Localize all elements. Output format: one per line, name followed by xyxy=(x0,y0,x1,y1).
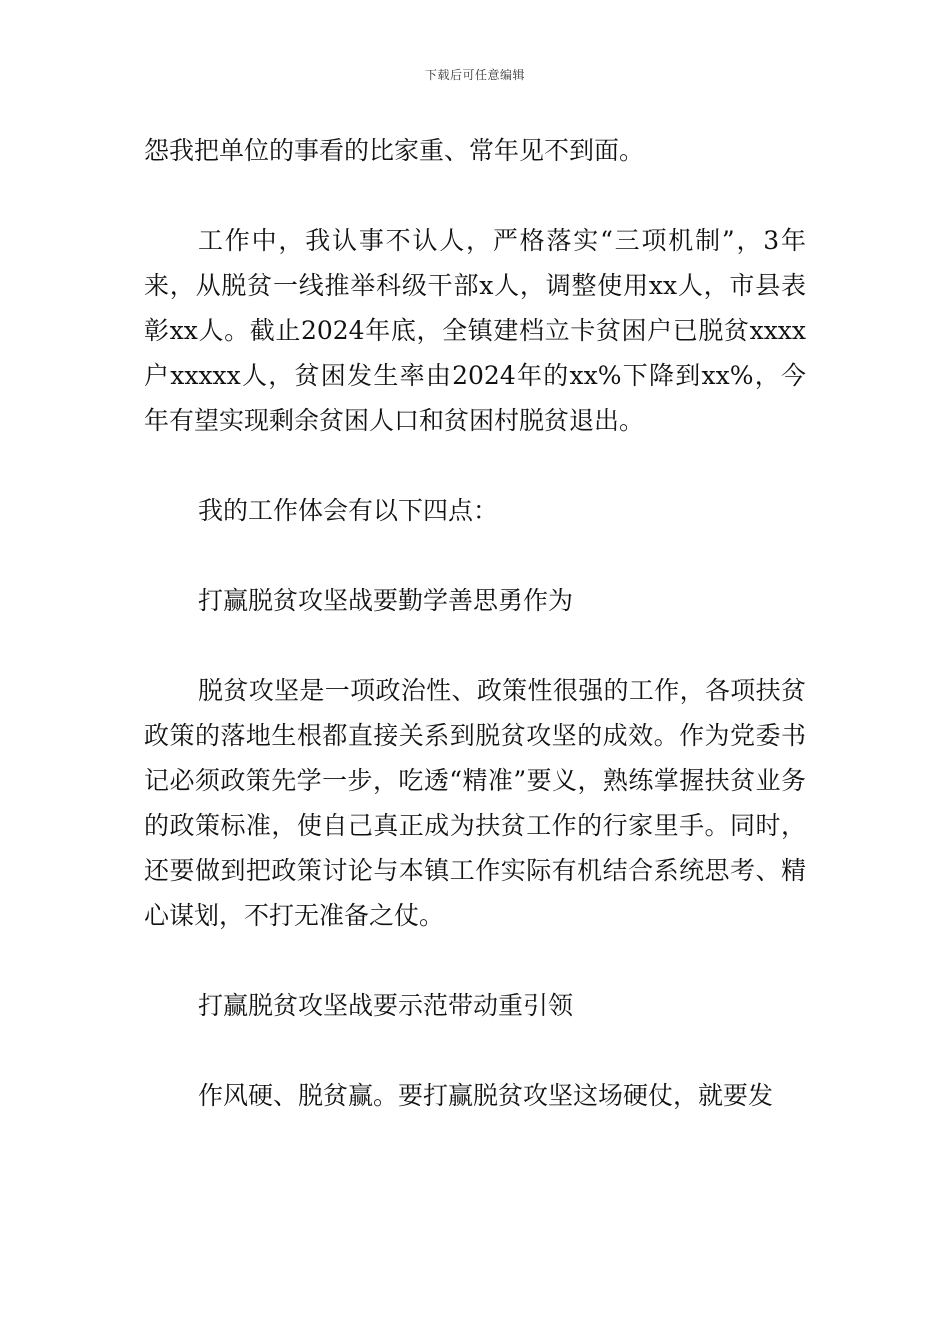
paragraph-gap xyxy=(144,623,806,668)
paragraph-gap xyxy=(144,1028,806,1073)
section-heading-2: 打赢脱贫攻坚战要示范带动重引领 xyxy=(198,991,574,1020)
paragraph-gap xyxy=(144,173,806,218)
page-header-note: 下载后可任意编辑 xyxy=(424,68,525,82)
paragraph-1: 怨我把单位的事看的比家重、常年见不到面。 xyxy=(144,136,645,165)
paragraph-3: 我的工作体会有以下四点： xyxy=(198,496,499,525)
paragraph-gap xyxy=(144,443,806,488)
document-body xyxy=(144,128,806,1118)
paragraph-gap xyxy=(144,533,806,578)
paragraph-4: 脱贫攻坚是一项政治性、政策性很强的工作，各项扶贫政策的落地生根都直接关系到脱贫攻坚的成效。作为党委书记必须政策先学一步，吃透“精准”要义，熟练掌握扶贫业务的政策标准，使自己真正成为扶贫工作的行家里手。同时，还要做到把政策讨论与本镇工作实际有机结合系统思考、精心谋划，不打无准备之仗。 xyxy=(144,676,806,930)
paragraph-2: 工作中，我认事不认人，严格落实“三项机制”，3年来，从脱贫一线推举科级干部x人，调整使用xx人，市县表彰xx人。截止2024年底，全镇建档立卡贫困户已脱贫xxxx户xxxxx人，贫困发生率由2024年的xx%下降到xx%，今年有望实现剩余贫困人口和贫困村脱贫退出。 xyxy=(144,226,806,435)
paragraph-gap xyxy=(144,938,806,983)
paragraph-5: 作风硬、脱贫赢。要打赢脱贫攻坚这场硬仗，就要发 xyxy=(198,1081,774,1110)
section-heading-1: 打赢脱贫攻坚战要勤学善思勇作为 xyxy=(198,586,574,615)
